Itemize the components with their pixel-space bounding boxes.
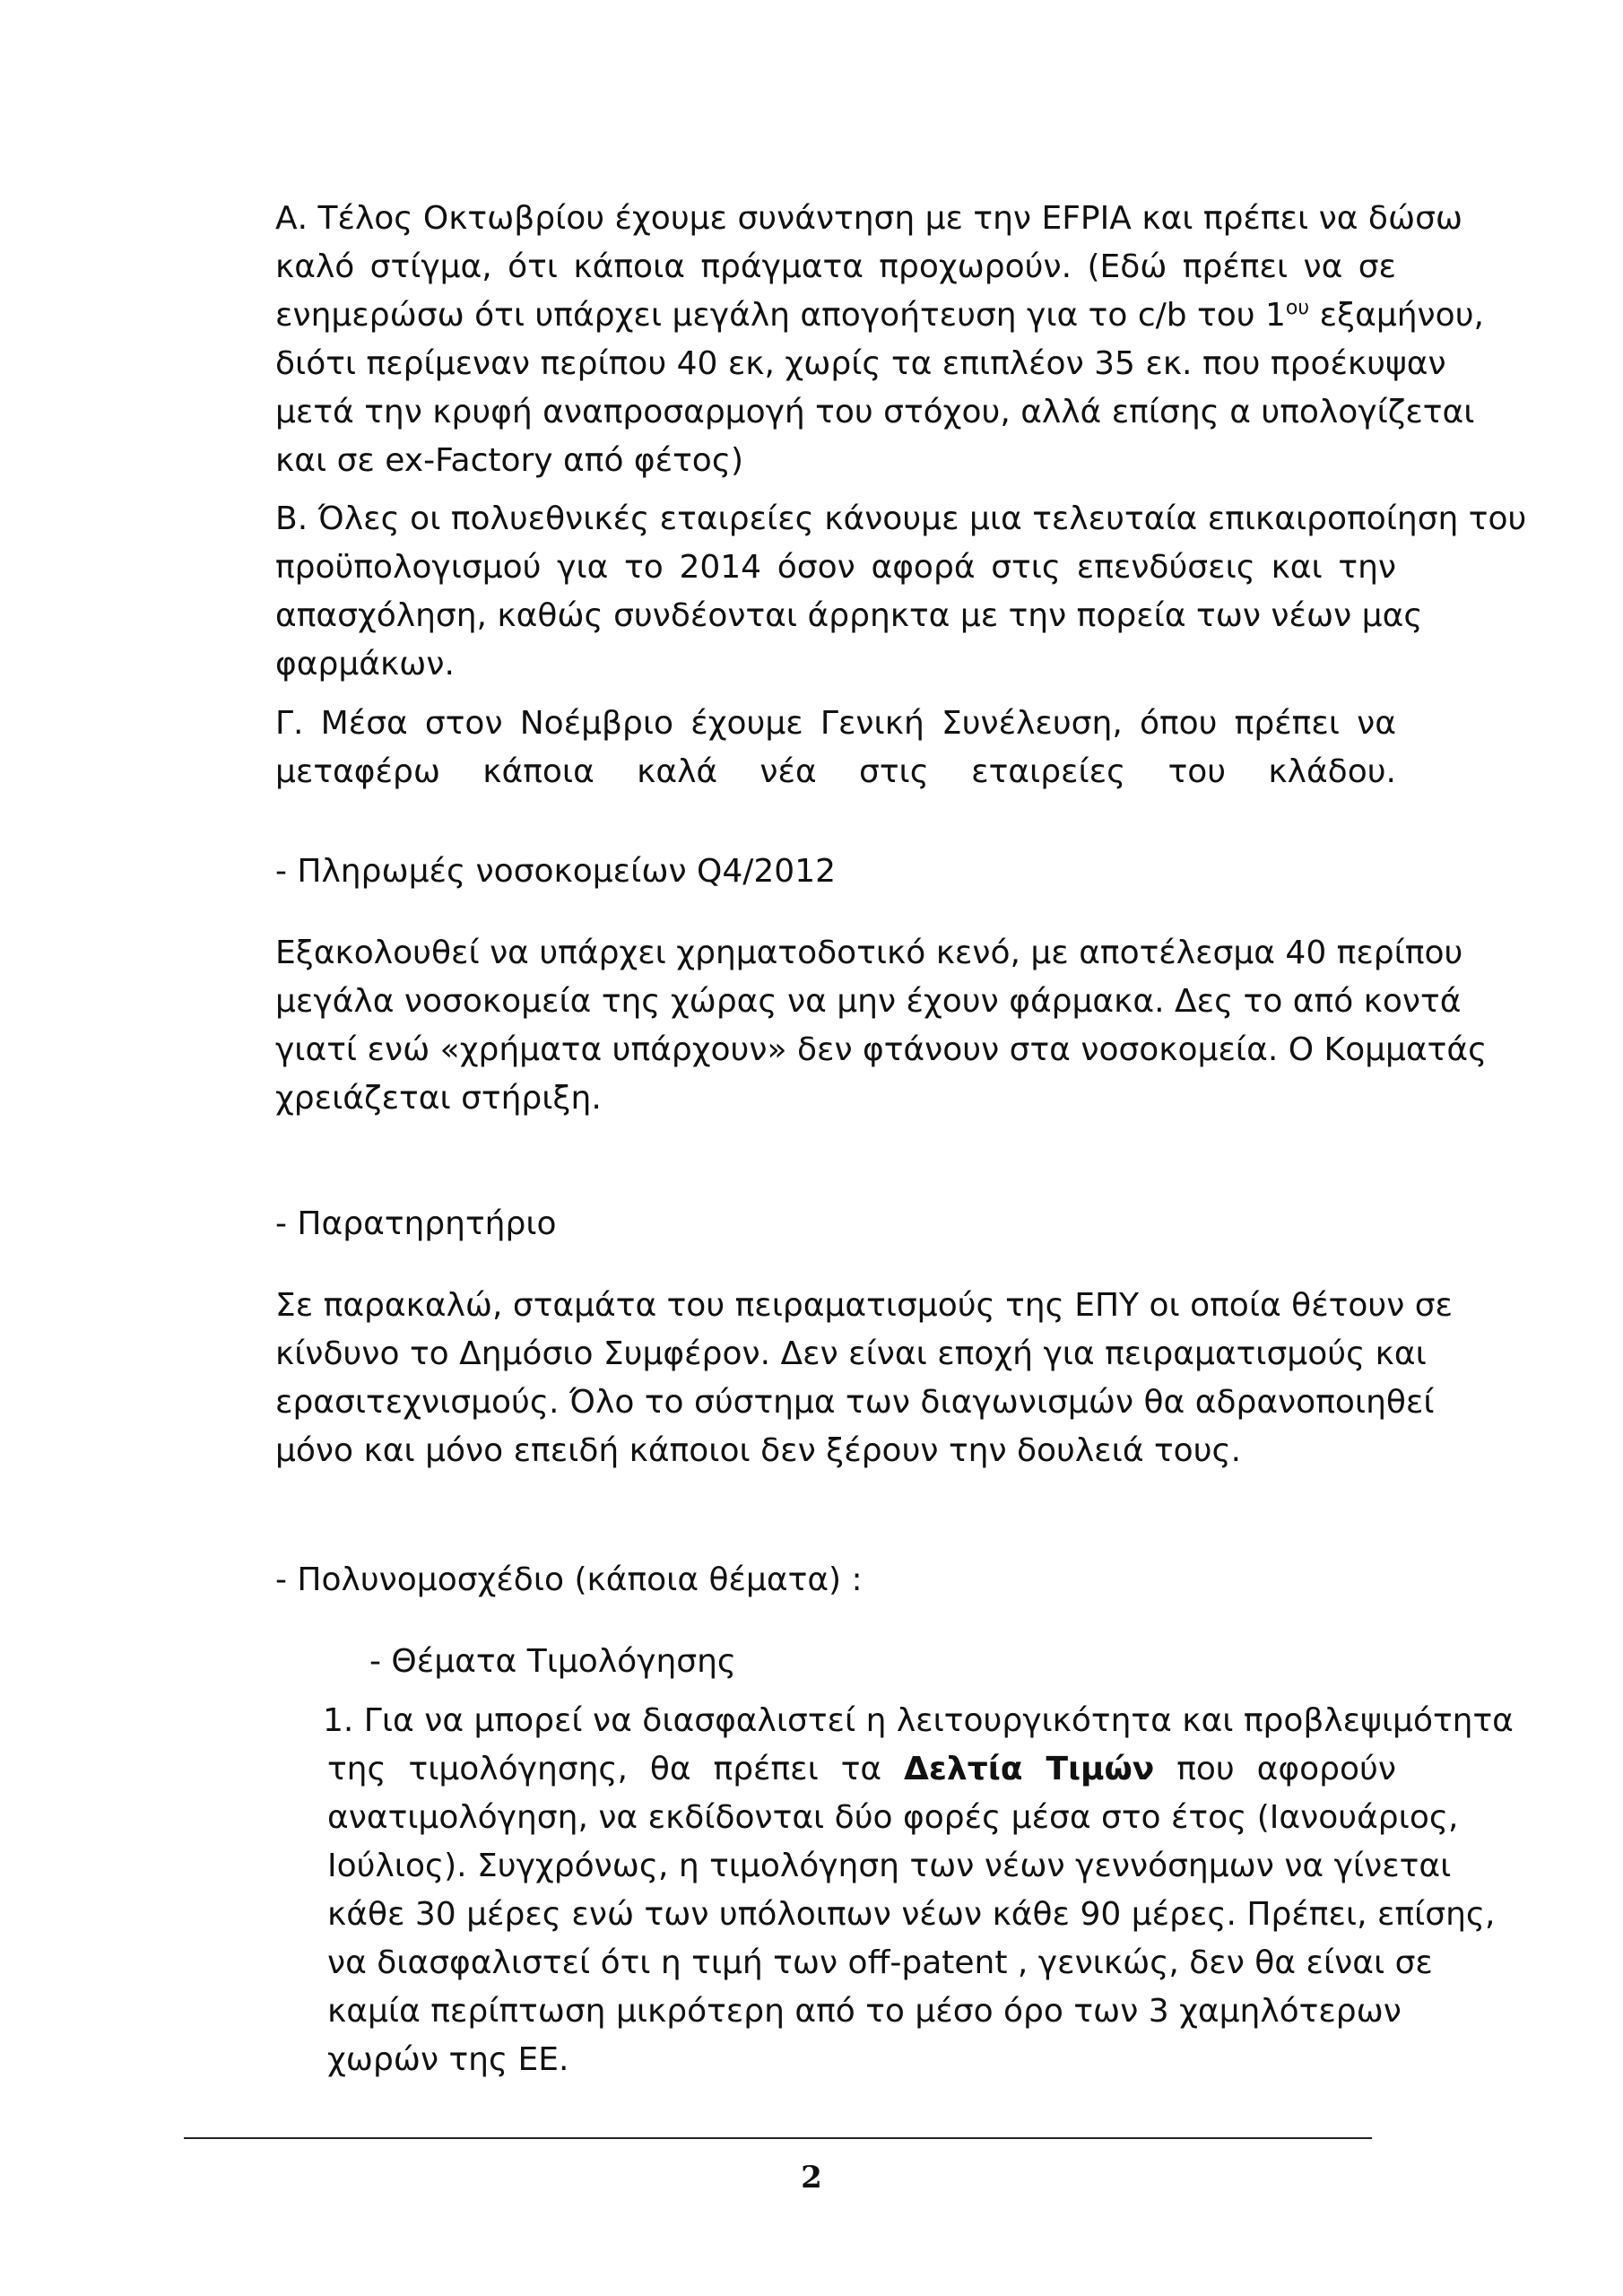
paragraph-line: Α. Τέλος Οκτωβρίου έχουμε συνάντηση με την EFPIA και πρέπει να δώσω [275, 200, 1463, 237]
paragraph-line: ανατιμολόγηση, να εκδίδονται δύο φορές μέσα στο έτος (Ιανουάριος, [327, 1799, 1459, 1836]
text-span: ενημερώσω ότι υπάρχει μεγάλη απογοήτευση για το c/b του 1 [275, 297, 1286, 334]
page-number: 2 [801, 2160, 822, 2196]
section-subheading: - Θέματα Τιμολόγησης [369, 1643, 737, 1680]
section-heading: - Παρατηρητήριο [275, 1205, 557, 1242]
text-span: εξαμήνου, [1309, 297, 1484, 334]
paragraph-line: φαρμάκων. [275, 646, 455, 683]
footer-divider [184, 2137, 1372, 2139]
paragraph-line [327, 1745, 1396, 1794]
paragraph-line: μόνο και μόνο επειδή κάποιοι δεν ξέρουν την δουλειά τους. [275, 1432, 1242, 1469]
text-span: της τιμολόγησης, θα πρέπει τα [327, 1751, 882, 1787]
paragraph-line: προϋπολογισμού για το 2014 όσον αφορά στις επενδύσεις και την [275, 549, 1396, 586]
paragraph-line: και σε ex-Factory από φέτος) [275, 442, 743, 479]
paragraph-line: Εξακολουθεί να υπάρχει χρηματοδοτικό κενό, με αποτέλεσμα 40 περίπου [275, 935, 1463, 971]
paragraph-line: καμία περίπτωση μικρότερη από το μέσο όρο των 3 χαμηλότερων [327, 1993, 1402, 2030]
paragraph-line: κίνδυνο το Δημόσιο Συμφέρον. Δεν είναι εποχή για πειραματισμούς και [275, 1335, 1427, 1372]
paragraph-line: χρειάζεται στήριξη. [275, 1080, 602, 1117]
section-heading: - Πολυνομοσχέδιο (κάποια θέματα) : [275, 1561, 863, 1598]
paragraph-line: απασχόληση, καθώς συνδέονται άρρηκτα με την πορεία των νέων μας [275, 597, 1423, 634]
paragraph-line: να διασφαλιστεί ότι η τιμή των off-patent , γενικώς, δεν θα είναι σε [327, 1944, 1433, 1981]
paragraph-line [275, 291, 1484, 340]
paragraph-line: Σε παρακαλώ, σταμάτα του πειραματισμούς της ΕΠΥ οι οποία θέτουν σε [275, 1287, 1454, 1324]
paragraph-line: Γ. Μέσα στον Νοέμβριο έχουμε Γενική Συνέλευση, όπου πρέπει να [275, 705, 1396, 742]
paragraph-line: κάθε 30 μέρες ενώ των υπόλοιπων νέων κάθε 90 μέρες. Πρέπει, επίσης, [327, 1896, 1496, 1933]
paragraph-line: μετά την κρυφή αναπροσαρμογή του στόχου, αλλά επίσης α υπολογίζεται [275, 394, 1475, 430]
paragraph-line: μεγάλα νοσοκομεία της χώρας να μην έχουν φάρμακα. Δες το από κοντά [275, 983, 1462, 1020]
paragraph-line: μεταφέρω κάποια καλά νέα στις εταιρείες του κλάδου. [275, 753, 1396, 790]
paragraph-line: καλό στίγμα, ότι κάποια πράγματα προχωρούν. (Εδώ πρέπει να σε [275, 248, 1396, 285]
superscript: ου [1285, 297, 1310, 319]
paragraph-line: Β. Όλες οι πολυεθνικές εταιρείες κάνουμε μια τελευταία επικαιροποίηση του [275, 500, 1527, 537]
paragraph-line: Ιούλιος). Συγχρόνως, η τιμολόγηση των νέων γεννόσημων να γίνεται [327, 1848, 1452, 1884]
paragraph-line: χωρών της ΕΕ. [327, 2041, 569, 2078]
section-heading: - Πληρωμές νοσοκομείων Q4/2012 [275, 853, 837, 890]
paragraph-line: 1. Για να μπορεί να διασφαλιστεί η λειτουργικότητα και προβλεψιμότητα [323, 1702, 1514, 1739]
paragraph-line: γιατί ενώ «χρήματα υπάρχουν» δεν φτάνουν στα νοσοκομεία. Ο Κομματάς [275, 1031, 1488, 1068]
bold-term: Δελτία Τιμών [904, 1751, 1155, 1787]
paragraph-line: ερασιτεχνισμούς. Όλο το σύστημα των διαγωνισμών θα αδρανοποιηθεί [275, 1384, 1435, 1421]
paragraph-line: διότι περίμεναν περίπου 40 εκ, χωρίς τα επιπλέον 35 εκ. που προέκυψαν [275, 345, 1446, 382]
text-span: που αφορούν [1176, 1751, 1396, 1787]
